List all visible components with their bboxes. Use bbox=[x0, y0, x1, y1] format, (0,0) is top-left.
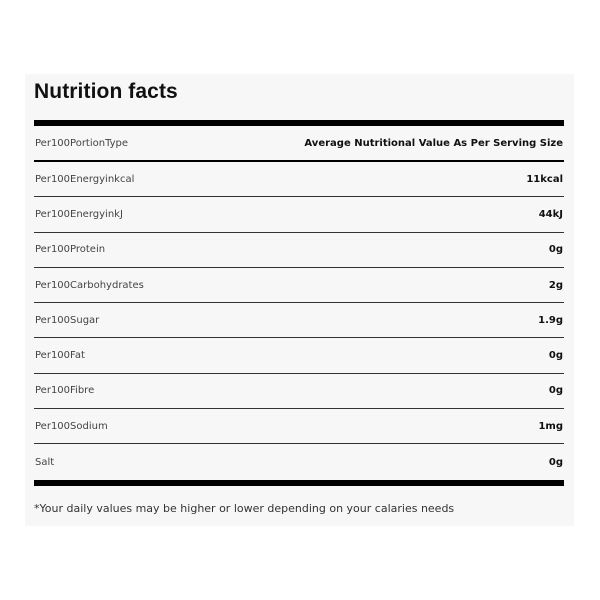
table-header-row bbox=[34, 126, 564, 162]
nutrient-label: Per100Sugar bbox=[35, 314, 100, 326]
nutrient-value: 44kJ bbox=[538, 208, 563, 220]
table-row bbox=[34, 233, 564, 268]
nutrient-label: Per100Carbohydrates bbox=[35, 279, 144, 291]
table-row bbox=[34, 268, 564, 303]
nutrient-label: Per100Protein bbox=[35, 244, 106, 256]
nutrient-label: Per100Energyinkcal bbox=[35, 173, 135, 185]
nutrition-table bbox=[34, 120, 564, 486]
nutrient-value: 1.9g bbox=[538, 314, 563, 326]
table-row bbox=[34, 409, 564, 444]
nutrient-value: 0g bbox=[548, 385, 563, 397]
table-row bbox=[34, 374, 564, 409]
header-label: Per100PortionType bbox=[35, 137, 129, 149]
page-title: Nutrition facts bbox=[34, 80, 178, 103]
nutrient-label: Per100Fat bbox=[35, 350, 85, 362]
nutrient-value: 2g bbox=[548, 279, 563, 291]
nutrient-value: 1mg bbox=[538, 420, 563, 432]
nutrition-facts-panel bbox=[25, 74, 574, 526]
table-row bbox=[34, 197, 564, 232]
nutrient-label: Per100Fibre bbox=[35, 385, 95, 397]
nutrient-label: Salt bbox=[35, 456, 55, 468]
table-row bbox=[34, 338, 564, 373]
nutrient-value: 0g bbox=[548, 350, 563, 362]
table-row bbox=[34, 444, 564, 479]
nutrient-value: 0g bbox=[548, 456, 563, 468]
header-value: Average Nutritional Value As Per Serving Size bbox=[304, 137, 563, 149]
nutrient-label: Per100EnergyinkJ bbox=[35, 208, 123, 220]
table-row bbox=[34, 303, 564, 338]
nutrient-value: 11kcal bbox=[526, 173, 563, 185]
nutrient-value: 0g bbox=[548, 244, 563, 256]
footnote: *Your daily values may be higher or lower depending on your calaries needs bbox=[34, 502, 455, 515]
nutrient-label: Per100Sodium bbox=[35, 420, 108, 432]
table-row bbox=[34, 162, 564, 197]
